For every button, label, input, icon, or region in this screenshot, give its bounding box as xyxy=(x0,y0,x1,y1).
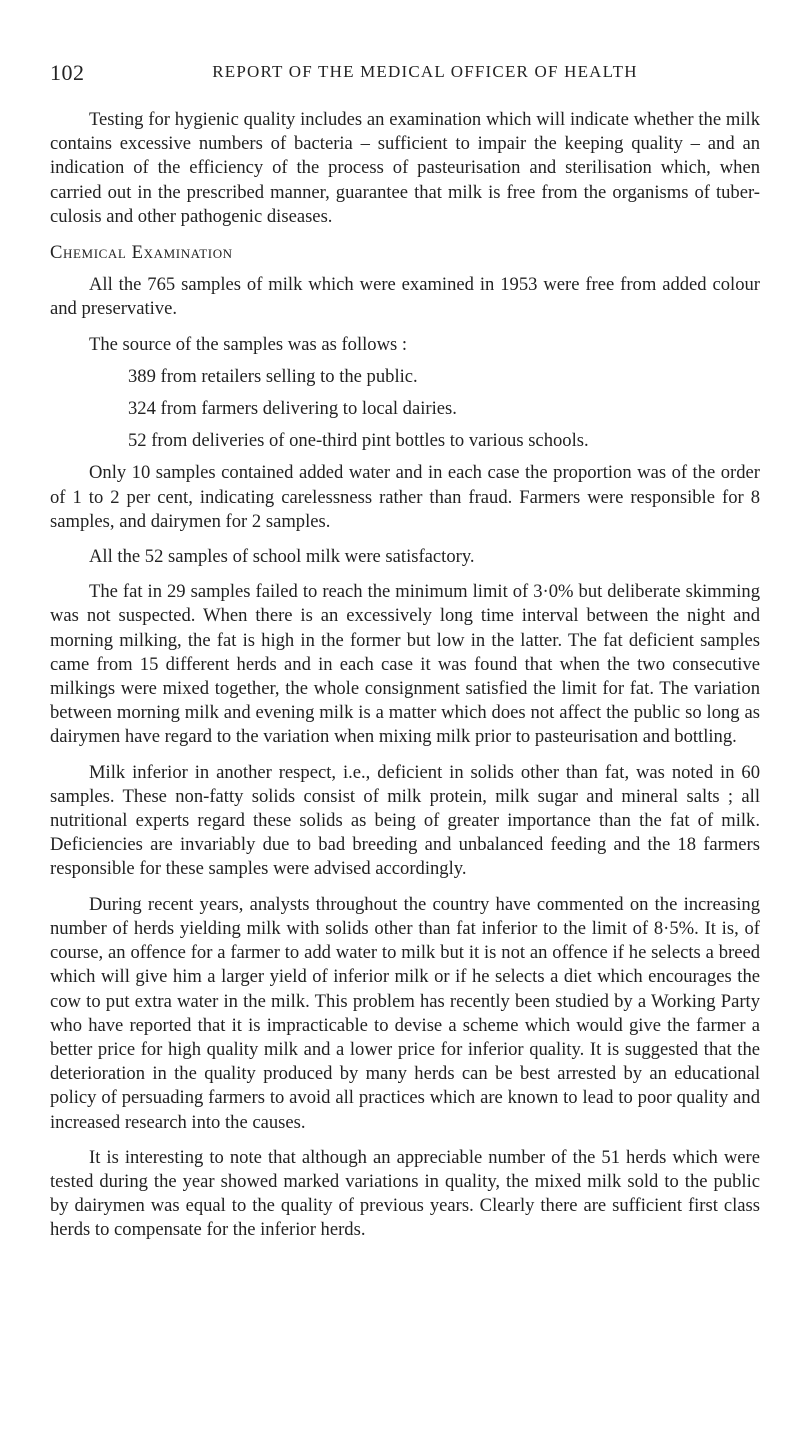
paragraph-school-milk: All the 52 samples of school milk were satisfactory. xyxy=(89,546,475,568)
page-header xyxy=(50,60,760,90)
sample-source-item-farmers: 324 from farmers delivering to local dairies. xyxy=(128,398,457,420)
paragraph-fat-deficiency: The fat in 29 samples failed to reach the minimum limit of 3·0% but deliberate skimming was not suspected. When there is an excessively long time interval between the night and morning milking, the fat is high in the former but low in the latter. The fat deficient samples came from 15 different herds and in each case it was found that when the two consecutive milkings were mixed together, the whole consignment satisfied the limit for fat. The variation between morning milk and evening milk is a matter which does not affect the public so long as dairymen have regard to the variation when mixing milk prior to pasteurisation and bottling. xyxy=(50,581,760,748)
section-heading-chemical-examination: Chemical Examination xyxy=(50,242,233,264)
paragraph-samples-free: All the 765 samples of milk which were examined in 1953 were free from added colour and preservative. xyxy=(50,274,760,320)
paragraph-sources-intro: The source of the samples was as follows : xyxy=(89,333,408,355)
paragraph-solids-deficiency: Milk inferior in another respect, i.e., deficient in solids other than fat, was noted in 60 samples. These non-fatty solids consist of milk protein, milk sugar and mineral salts ; all nutritional experts regard these solids as being of greater importance than the fat of milk. Deficiencies are invariably due to bad breeding and unbalanced feeding and the 18 farmers responsible for these samples were advised accordingly. xyxy=(50,761,760,880)
sample-source-item-retailers: 389 from retailers selling to the public. xyxy=(128,365,418,387)
paragraph-added-water: Only 10 samples contained added water and in each case the proportion was of the order of 1 to 2 per cent, indicating carelessness rather than fraud. Farmers were responsible for 8 samples, and dairymen for 2 samples. xyxy=(50,462,760,532)
report-body xyxy=(50,108,760,1243)
intro-paragraph: Testing for hygienic quality includes an examination which will indicate whether the milk contains excessive numbers of bacteria – sufficient to impair the keeping quality – and an indication of the efficiency of the process of pasteurisation and sterilisation which, when carried out in the prescribed manner, guarantee that milk is free from the organisms of tuber-culosis and other pathogenic diseases. xyxy=(50,109,760,227)
paragraph-conclusion: It is interesting to note that although an appreciable number of the 51 herds which were tested during the year showed marked variations in quality, the mixed milk sold to the public by dairymen was equal to the quality of previous years. Clearly there are sufficient first class herds to compensate for the inferior herds. xyxy=(50,1146,760,1241)
sample-sources-list xyxy=(50,365,760,454)
paragraph-analysts: During recent years, analysts throughout the country have commented on the increasing number of herds yielding milk with solids other than fat inferior to the limit of 8·5%. It is, of course, an offence for a farmer to add water to milk but it is not an offence if he selects a breed which will give him a larger yield of inferior milk or if he selects a diet which encourages the cow to put extra water in the milk. This problem has recently been studied by a Working Party who have reported that it is impracticable to devise a scheme which would give the farmer a better price for high quality milk and a lower price for inferior quality. It is suggested that the deterioration in the quality produced by many herds can be best arrested by an educational policy of persuading farmers to avoid all practices which are known to lead to poor quality and increased research into the causes. xyxy=(50,893,760,1133)
sample-source-item-schools: 52 from deliveries of one-third pint bottles to various schools. xyxy=(128,430,589,452)
running-title: REPORT OF THE MEDICAL OFFICER OF HEALTH xyxy=(212,62,638,81)
page-number: 102 xyxy=(50,60,85,85)
